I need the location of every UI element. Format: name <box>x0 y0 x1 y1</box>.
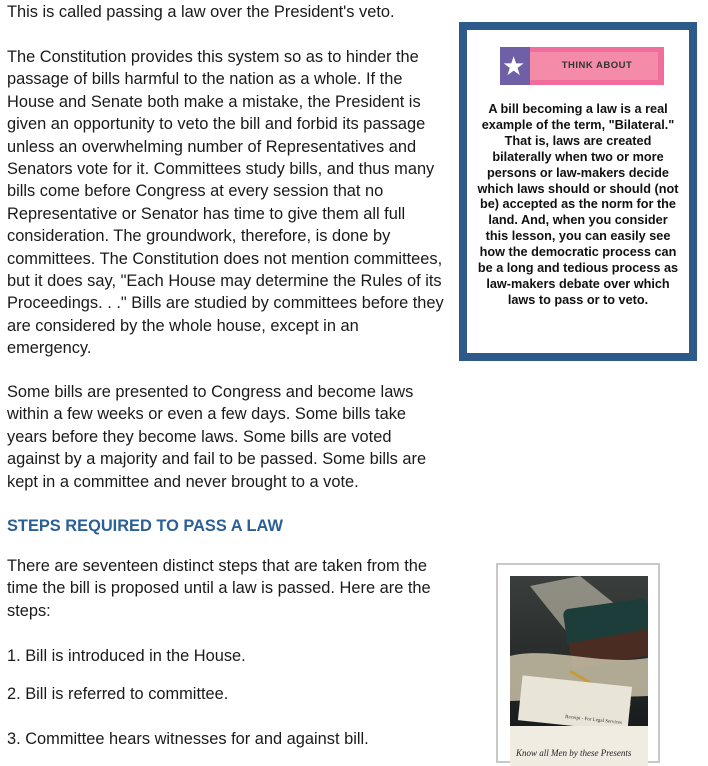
step-item: 2. Bill is referred to committee. <box>7 685 229 703</box>
legal-documents-illustration <box>510 576 648 766</box>
paragraph-seventeen-steps: There are seventeen distinct steps that are taken from the time the bill is proposed until a law is passed. Here are the steps: <box>7 557 431 620</box>
section-heading: STEPS REQUIRED TO PASS A LAW <box>7 517 283 535</box>
think-about-text: A bill becoming a law is a real example of the term, "Bilateral." That is, laws are created bilaterally when two or more persons or law-makers decide which laws should or should (not be) accepted as the norm for the land. And, when you consider this lesson, you can easily see how the democratic process can be a long and tedious process as law-makers debate over which laws to pass or to veto. <box>477 102 679 307</box>
photo-frame <box>496 563 660 763</box>
think-about-box <box>459 22 697 361</box>
paragraph-veto: This is called passing a law over the President's veto. <box>7 3 395 21</box>
banner-star-square <box>500 47 530 85</box>
think-about-inner <box>465 28 691 355</box>
paragraph-constitution: The Constitution provides this system so as to hinder the passage of bills harmful to the nation as a whole. If the House and Senate both make a mistake, the President is given an opportunity to veto the bill and forbid its passage unless an overwhelming number of Representatives and Senators vote for it. Committees study bills, and thus many bills come before Congress at every session that no Representative or Senator has time to give them all full consideration. The groundwork, therefore, is done by committees. The Constitution does not mention committees, but it does say, "Each House may determine the Rules of its Proceedings. . ." Bills are studied by committees before they are considered by the whole house, except in an emergency. <box>7 48 444 358</box>
step-item: 3. Committee hears witnesses for and against bill. <box>7 730 369 748</box>
paragraph-some-bills: Some bills are presented to Congress and become laws within a few weeks or even a few days. Some bills take years before they become laws. Some bills are voted against by a majority and fail to be passed. Some bills are kept in a committee and never brought to a vote. <box>7 383 427 491</box>
document-text: Receipt - For Legal Services <box>564 714 623 726</box>
step-item: 1. Bill is introduced in the House. <box>7 647 246 665</box>
document-text: Know all Men by these Presents <box>516 748 632 758</box>
legal-documents-photo <box>510 576 648 766</box>
think-about-label: THINK ABOUT <box>561 60 633 71</box>
think-about-banner <box>500 47 664 85</box>
star-icon: ★ <box>502 51 526 81</box>
